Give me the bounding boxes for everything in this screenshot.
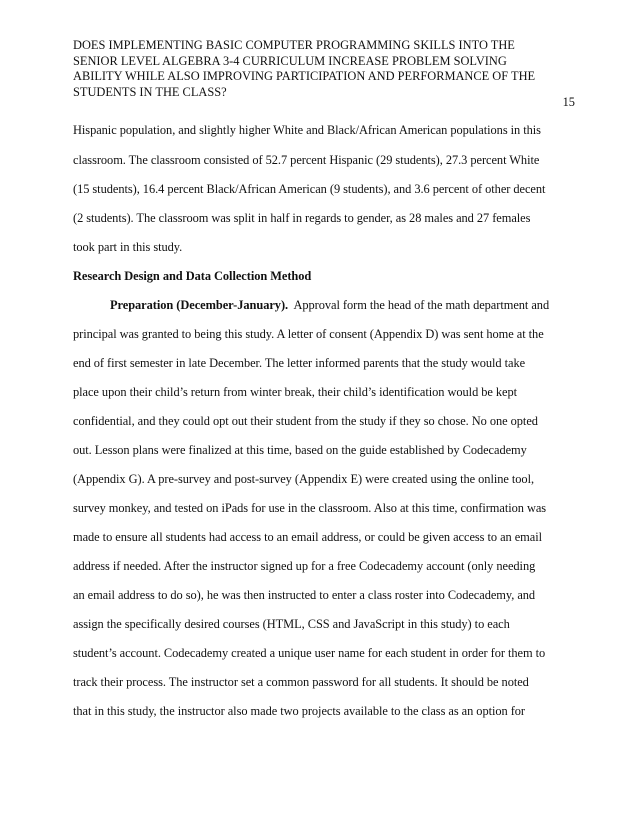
body-line: place upon their child’s return from winter break, their child’s identification would be kept [73,385,518,399]
body-line: (2 students). The classroom was split in half in regards to gender, as 28 males and 27 females [73,211,531,225]
body-line: classroom. The classroom consisted of 52.7 percent Hispanic (29 students), 27.3 percent White [73,153,540,167]
body-line: that in this study, the instructor also made two projects available to the class as an option for [73,704,526,718]
running-head-line: ABILITY WHILE ALSO IMPROVING PARTICIPATION AND PERFORMANCE OF THE [73,69,536,83]
body-line: end of first semester in late December. The letter informed parents that the study would take [73,356,526,370]
subheading: Preparation (December-January). [110,298,289,312]
body-line: address if needed. After the instructor signed up for a free Codecademy account (only needing [73,559,536,573]
body-line: an email address to do so), he was then instructed to enter a class roster into Codecademy, and [73,588,536,602]
body-line: student’s account. Codecademy created a unique user name for each student in order for them to [73,646,546,660]
body-line [110,298,549,313]
body-line: Hispanic population, and slightly higher White and Black/African American populations in this [73,123,541,137]
body-line: assign the specifically desired courses (HTML, CSS and JavaScript in this study) to each [73,617,510,631]
running-head-line: DOES IMPLEMENTING BASIC COMPUTER PROGRAMMING SKILLS INTO THE [73,38,515,52]
body-line: confidential, and they could opt out their student from the study if they so chose. No one opted [73,414,538,428]
body-line: track their process. The instructor set a common password for all students. It should be noted [73,675,529,689]
running-head-line: SENIOR LEVEL ALGEBRA 3-4 CURRICULUM INCREASE PROBLEM SOLVING [73,53,507,68]
body-line: made to ensure all students had access to an email address, or could be given access to an email [73,530,542,544]
body-line: out. Lesson plans were finalized at this time, based on the guide established by Codecademy [73,443,527,457]
running-head [73,38,553,100]
page-number: 15 [562,95,575,109]
body-line: principal was granted to being this study. A letter of consent (Appendix D) was sent home at the [73,327,544,341]
body-line: took part in this study. [73,240,183,254]
section-heading-text: Research Design and Data Collection Method [73,269,312,283]
body-line: (15 students), 16.4 percent Black/African American (9 students), and 3.6 percent of other decent [73,182,546,196]
body-line-rest: Approval form the head of the math department and [288,298,550,312]
running-head-line: STUDENTS IN THE CLASS? [73,84,227,99]
section-heading [73,269,311,284]
body-line: survey monkey, and tested on iPads for use in the classroom. Also at this time, confirmation was [73,501,547,515]
body-line: (Appendix G). A pre-survey and post-survey (Appendix E) were created using the online tool, [73,472,535,486]
